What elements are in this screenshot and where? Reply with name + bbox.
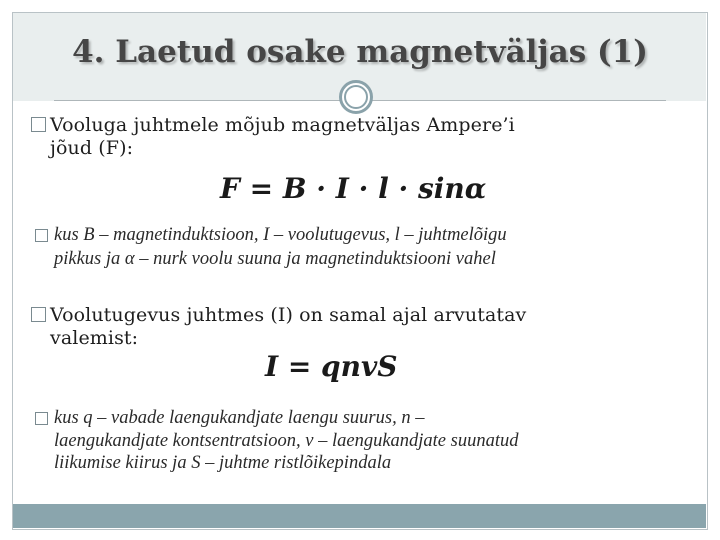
footer-bar — [13, 504, 706, 528]
bullet-4-line-3: liikumise kiirus ja S – juhtme ristlõikepindala — [54, 453, 392, 473]
bullet-box-icon — [31, 307, 46, 322]
ampere-force-formula: F = B · I · l · sinα — [220, 172, 487, 205]
bullet-box-icon — [35, 229, 48, 242]
current-formula: I = qnvS — [265, 350, 398, 383]
bullet-box-icon — [31, 117, 46, 132]
bullet-3-line-2: valemist: — [50, 327, 139, 349]
bullet-3-line-1: Voolutugevus juhtmes (I) on samal ajal arvutatav — [50, 304, 527, 326]
bullet-2-line-2: pikkus ja α – nurk voolu suuna ja magnetinduktsiooni vahel — [54, 249, 496, 269]
slide-title: 4. Laetud osake magnetväljas (1) — [72, 34, 648, 70]
bullet-2-line-1: kus B – magnetinduktsioon, I – voolutugevus, l – juhtmelõigu — [54, 225, 507, 245]
bullet-1-line-1: Vooluga juhtmele mõjub magnetväljas Ampere’i — [50, 114, 515, 136]
bullet-4-line-1: kus q – vabade laengukandjate laengu suurus, n – — [54, 408, 425, 428]
bullet-1-line-2: jõud (F): — [50, 137, 134, 159]
bullet-box-icon — [35, 412, 48, 425]
circle-ornament-inner-icon — [344, 85, 368, 109]
bullet-4-line-2: laengukandjate kontsentratsioon, v – laengukandjate suunatud — [54, 431, 519, 451]
